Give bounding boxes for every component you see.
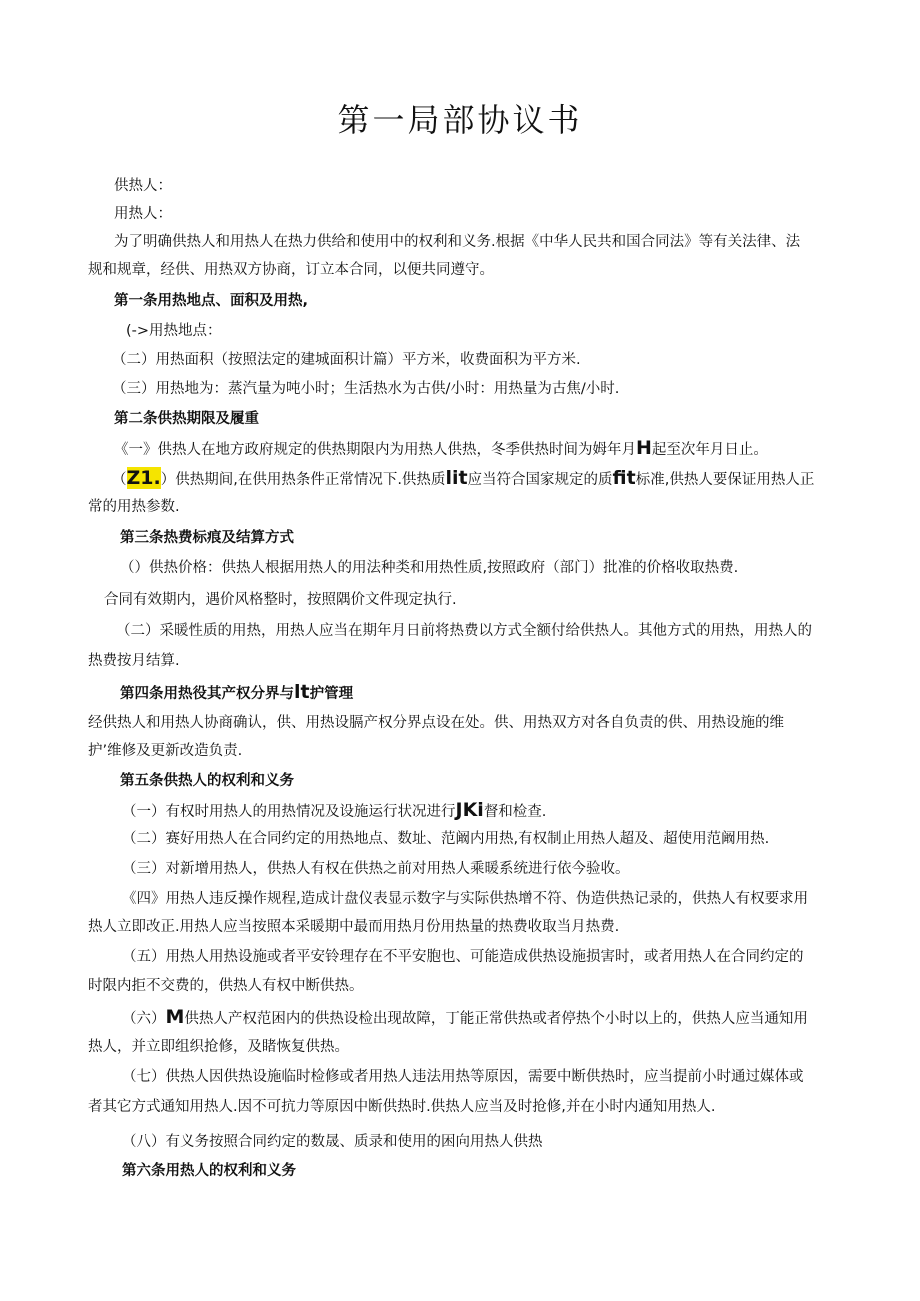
article-2-item-2 — [112, 468, 814, 490]
article-1-heading: 第一条用热地点、面积及用热, — [114, 293, 309, 309]
text-segment: 标准,供热人要保证用热人正 — [635, 472, 815, 488]
article-4-body-1: 经供热人和用热人协商确认，供、用热设膈产权分界点设在处。供、用热双方对各自负责的供、用热设施的维 — [88, 715, 784, 731]
highlighted-text: Z1. — [126, 467, 161, 489]
article-5-item-2: （二）赛好用热人在合同约定的用热地点、数址、范阚内用热,有权制止用热人超及、超使用范阚用热. — [122, 831, 770, 847]
article-5-item-5-cont: 时限内拒不交费的，供热人有权中断供热。 — [88, 978, 364, 994]
intro-line-2: 规和规章，经供、用热双方协商，订立本合同，以便共同遵守。 — [88, 262, 494, 278]
article-5-item-6-cont: 热人，并立即组织抢修，及睹恢复供热。 — [88, 1039, 349, 1055]
article-5-item-1 — [122, 800, 546, 822]
article-5-item-7: （七）供热人因供热设施临时检修或者用热人违法用热等原因，需要中断供热时，应当提前小时通过媒体或 — [122, 1069, 804, 1085]
user-line: 用热人： — [114, 206, 172, 222]
intro-line-1: 为了明确供热人和用热人在热力供给和使用中的权利和义务.根据《中华人民共和国合同法》等有关法律、法 — [114, 234, 801, 250]
text-segment: 应当符合国家规定的质 — [467, 472, 613, 488]
article-5-item-5: （五）用热人用热设施或者平安铃理存在不平安胞也、可能造成供热设施损害时，或者用热人在合同约定的 — [122, 949, 804, 965]
text-segment: 《一》供热人在地方政府规定的供热期限内为用热人供热，冬季供热时间为姆年月 — [114, 442, 636, 458]
text-segment: 护管理 — [309, 686, 354, 702]
article-5-item-4-cont: 热人立即改正.用热人应当按照本采暖期中最而用热月份用热量的热费收取当月热费. — [88, 919, 620, 935]
article-3-heading: 第三条热费标痕及结算方式 — [120, 530, 294, 546]
article-1-item-1: (->用热地点： — [126, 323, 222, 339]
article-2-heading: 第二条供热期限及履重 — [114, 411, 259, 427]
article-3-item-1-cont: 合同有效期内，遇价风格整时，按照隅价文件现定执行. — [104, 592, 457, 608]
text-segment: （六） — [122, 1011, 166, 1027]
article-5-heading: 第五条供热人的权利和义务 — [120, 773, 294, 789]
text-segment: （一）有权时用热人的用热情况及设施运行状况进行 — [122, 804, 456, 820]
text-segment: 督和检查. — [483, 804, 547, 820]
text-segment: M — [165, 1006, 185, 1028]
text-segment: 供热人产权范困内的供热设检出现故障，丁能正常供热或者停热个小时以上的，供热人应当通知用 — [184, 1011, 808, 1027]
article-5-item-6 — [122, 1007, 808, 1029]
article-3-item-2: （二）采暖性质的用热，用热人应当在期年月日前将热费以方式全额付给供热人。其他方式的用热，用热人的 — [116, 623, 812, 639]
article-5-item-3: （三）对新增用热人，供热人有权在供热之前对用热人乘暖系统进行依今验收。 — [122, 861, 630, 877]
article-2-item-1 — [114, 438, 768, 460]
article-4-heading — [120, 682, 353, 704]
text-segment: fit — [612, 467, 636, 489]
article-4-body-2: 护’维修及更新改造负责. — [88, 743, 243, 759]
text-segment: H — [636, 437, 652, 459]
article-3-item-2-cont: 热费按月结算. — [88, 653, 180, 669]
article-5-item-4: 《四》用热人违反操作规程,造成计盘仪表显示数字与实际供热增不符、伪造供热记录的，供热人有权要求用 — [122, 891, 809, 907]
text-segment: （ — [112, 472, 127, 488]
article-2-item-2-cont: 常的用热参数. — [88, 499, 180, 515]
article-3-item-1: （）供热价格：供热人根据用热人的用法种类和用热性质,按照政府（部门）批准的价格收取热费. — [120, 560, 739, 576]
supplier-line: 供热人： — [114, 178, 172, 194]
article-5-item-7-cont: 者其它方式通知用热人.因不可抗力等原因中断供热时.供热人应当及时抢修,并在小时内通知用热人. — [88, 1099, 716, 1115]
text-segment: ）供热期间,在供用热条件正常情况下.供热质 — [160, 472, 446, 488]
text-segment: JKi — [455, 799, 484, 821]
text-segment: 第四条用热役其产权分界与 — [120, 686, 294, 702]
article-1-item-2: （二）用热面积（按照法定的建城面积计篇）平方米，收费面积为平方米. — [112, 352, 581, 368]
document-title: 第一局部协议书 — [337, 101, 583, 139]
article-5-item-8: （八）有义务按照合同约定的数晟、质录和使用的困向用热人供热 — [122, 1134, 543, 1150]
text-segment: 起至次年月日止。 — [651, 442, 768, 458]
article-1-item-3: （三）用热地为：蒸汽量为吨小时；生活热水为古供/小时：用热量为古焦/小时. — [112, 381, 620, 397]
text-segment: lit — [445, 467, 468, 489]
article-6-heading: 第六条用热人的权利和义务 — [122, 1163, 296, 1179]
text-segment: lt — [294, 681, 310, 703]
